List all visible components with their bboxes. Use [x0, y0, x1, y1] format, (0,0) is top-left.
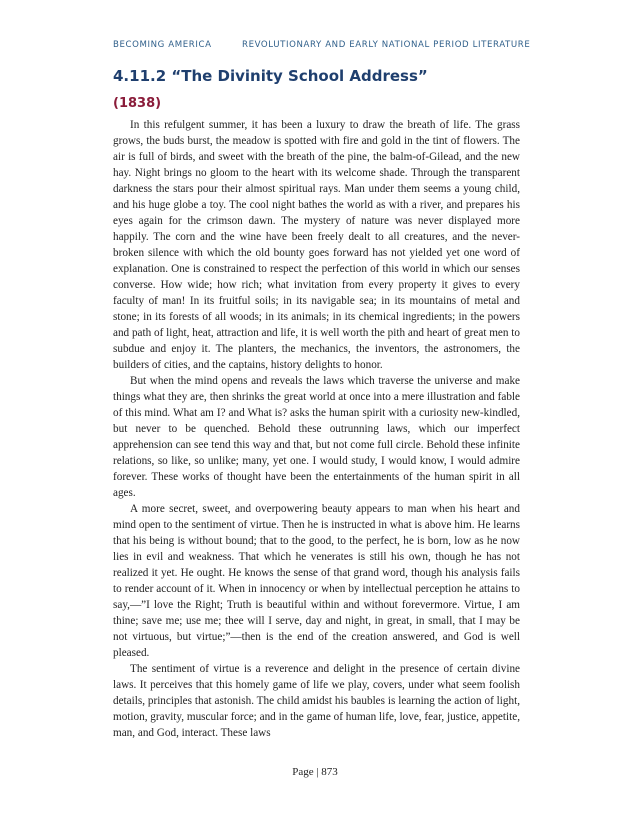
- paragraph: A more secret, sweet, and overpowering beauty appears to man when his heart and mind open to the sentiment of virtue. Then he is instructed in what is above him. He learns that his being is without bound; that to the good, to the perfect, he is born, low as he now lies in evil and weakness. That which he venerates is still his own, though he has not realized it yet. He ought. He knows the sense of that grand word, though his analysis fails to render account of it. When in innocency or when by intellectual perception he attains to say,—”I love the Right; Truth is beautiful within and without forevermore. Virtue, I am thine; save me; use me; thee will I serve, day and night, in great, in small, that I may be not virtuous, but virtue;”—then is the end of the creation answered, and God is well pleased.: [113, 503, 520, 659]
- paragraph: But when the mind opens and reveals the laws which traverse the universe and make things what they are, then shrinks the great world at once into a mere illustration and fable of this mind. What am I? and What is? asks the human spirit with a curiosity new-kindled, but never to be quenched. Behold these outrunning laws, which our imperfect apprehension can see tend this way and that, but not come full circle. Behold these infinite relations, so like, so unlike; many, yet one. I would study, I would know, I would admire forever. These works of thought have been the entertainments of the human spirit in all ages.: [113, 375, 520, 499]
- body-text: [113, 117, 520, 741]
- book-title: BECOMING AMERICA: [113, 40, 212, 50]
- page-number: Page | 873: [292, 766, 338, 778]
- section-year: (1838): [113, 96, 162, 111]
- paragraph: The sentiment of virtue is a reverence and delight in the presence of certain divine laws. It perceives that this homely game of life we play, covers, under what seem foolish details, principles that astonish. The child amidst his baubles is learning the action of light, motion, gravity, muscular force; and in the game of human life, love, fear, justice, appetite, man, and God, interact. These laws: [113, 663, 520, 739]
- paragraph: In this refulgent summer, it has been a luxury to draw the breath of life. The grass grows, the buds burst, the meadow is spotted with fire and gold in the tint of flowers. The air is full of birds, and sweet with the breath of the pine, the balm-of-Gilead, and the new hay. Night brings no gloom to the heart with its welcome shade. Through the transparent darkness the stars pour their almost spiritual rays. Man under them seems a young child, and his huge globe a toy. The cool night bathes the world as with a river, and prepares his eyes again for the crimson dawn. The mystery of nature was never displayed more happily. The corn and the wine have been freely dealt to all creatures, and the never-broken silence with which the old bounty goes forward has not yielded yet one word of explanation. One is constrained to respect the perfection of this world in which our senses converse. How wide; how rich; what invitation from every property it gives to every faculty of man! In its fruitful soils; in its navigable sea; in its mountains of metal and stone; in its forests of all woods; in its animals; in its chemical ingredients; in the powers and path of light, heat, attraction and life, it is well worth the pith and heart of great men to subdue and enjoy it. The planters, the mechanics, the inventors, the astronomers, the builders of cities, and the captains, history delights to honor.: [113, 119, 520, 371]
- section-heading: 4.11.2 “The Divinity School Address”: [113, 67, 428, 85]
- section-running-title: REVOLUTIONARY AND EARLY NATIONAL PERIOD LITERATURE: [242, 40, 531, 50]
